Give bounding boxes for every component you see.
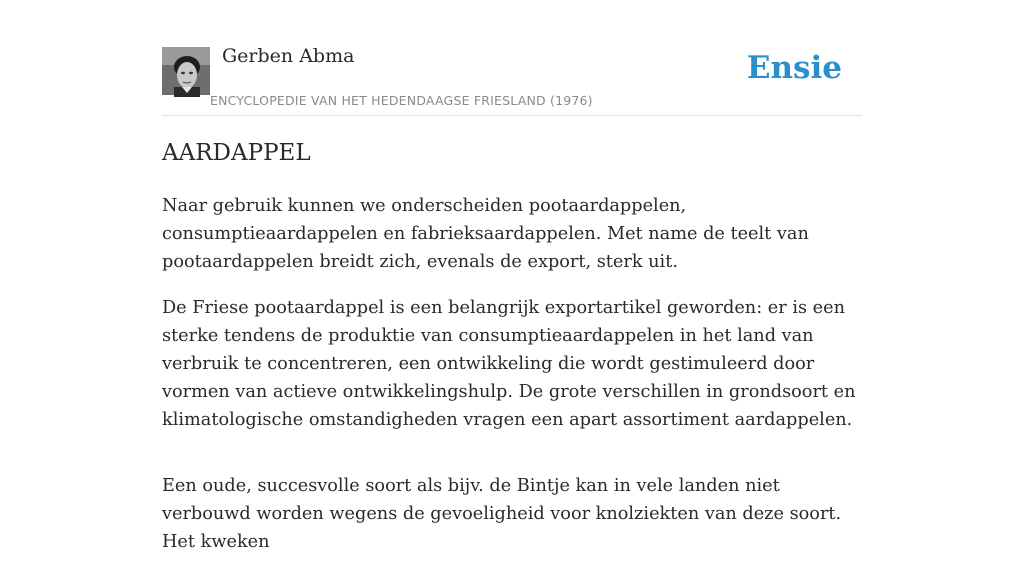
article-header [162,0,862,116]
ensie-logo[interactable]: Ensie [746,50,842,86]
author-avatar[interactable] [162,47,210,95]
article-paragraph: De Friese pootaardappel is een belangrijk exportartikel geworden: er is een sterke tendens de produktie van consumptieaardappelen in het land van verbruik te concentreren, een ontwikkeling die wordt gestimuleerd door vormen van actieve ontwikkelingshulp. De grote verschillen in grondsoort en klimatologische omstandigheden vragen een apart assortiment aardappelen. [162,298,856,430]
article-body [162,192,867,574]
author-photo [162,47,210,95]
source-label[interactable]: ENCYCLOPEDIE VAN HET HEDENDAAGSE FRIESLAND (1976) [210,93,593,108]
article-title: AARDAPPEL [162,140,311,166]
article-paragraph: Een oude, succesvolle soort als bijv. de Bintje kan in vele landen niet verbouwd worden wegens de gevoeligheid voor knolziekten van deze soort. Het kweken [162,476,842,552]
author-name[interactable]: Gerben Abma [222,45,355,67]
article-paragraph: Naar gebruik kunnen we onderscheiden pootaardappelen, consumptieaardappelen en fabrieksaardappelen. Met name de teelt van pootaardappelen breidt zich, evenals de export, sterk uit. [162,196,809,272]
